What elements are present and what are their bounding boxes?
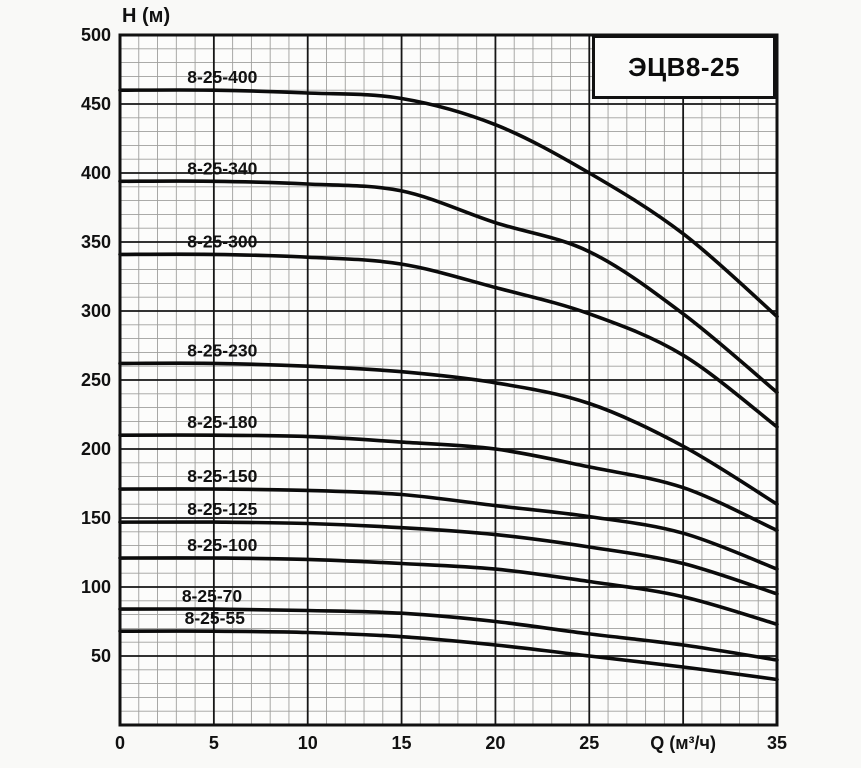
curve-label-8-25-100: 8-25-100 xyxy=(187,535,258,556)
curve-label-8-25-150: 8-25-150 xyxy=(187,466,258,487)
y-axis-tick-labels xyxy=(81,25,111,666)
y-tick-label: 450 xyxy=(80,94,111,114)
curve-label-8-25-300: 8-25-300 xyxy=(187,231,258,252)
x-axis-tick-labels xyxy=(115,733,787,753)
chart-title-box xyxy=(592,35,776,99)
x-tick-label: 15 xyxy=(391,733,412,753)
x-tick-label: Q (м³/ч) xyxy=(650,733,717,753)
y-tick-label: 250 xyxy=(80,370,111,390)
curve-label-8-25-125: 8-25-125 xyxy=(187,499,258,520)
y-tick-label: 300 xyxy=(80,301,111,321)
x-tick-label: 10 xyxy=(297,733,318,753)
y-tick-label: 100 xyxy=(80,577,111,597)
y-tick-label: 150 xyxy=(80,508,111,528)
y-tick-label: 500 xyxy=(80,25,111,45)
y-axis-title: H (м) xyxy=(122,5,171,27)
curve-label-8-25-180: 8-25-180 xyxy=(187,412,258,433)
curve-label-8-25-70: 8-25-70 xyxy=(181,586,243,607)
x-tick-label: 25 xyxy=(579,733,600,753)
x-tick-label: 20 xyxy=(485,733,506,753)
y-tick-label: 400 xyxy=(80,163,111,183)
y-tick-label: 200 xyxy=(80,439,111,459)
x-tick-label: 0 xyxy=(114,733,126,753)
chart-title: ЭЦВ8-25 xyxy=(628,51,740,82)
y-tick-label: 350 xyxy=(80,232,111,252)
x-tick-label: 35 xyxy=(766,733,788,753)
curve-label-8-25-230: 8-25-230 xyxy=(187,340,258,361)
curve-label-8-25-55: 8-25-55 xyxy=(184,608,245,629)
y-tick-label: 50 xyxy=(90,646,111,666)
curve-label-8-25-400: 8-25-400 xyxy=(187,67,258,88)
x-tick-label: 5 xyxy=(208,733,219,753)
curve-label-8-25-340: 8-25-340 xyxy=(187,158,258,179)
